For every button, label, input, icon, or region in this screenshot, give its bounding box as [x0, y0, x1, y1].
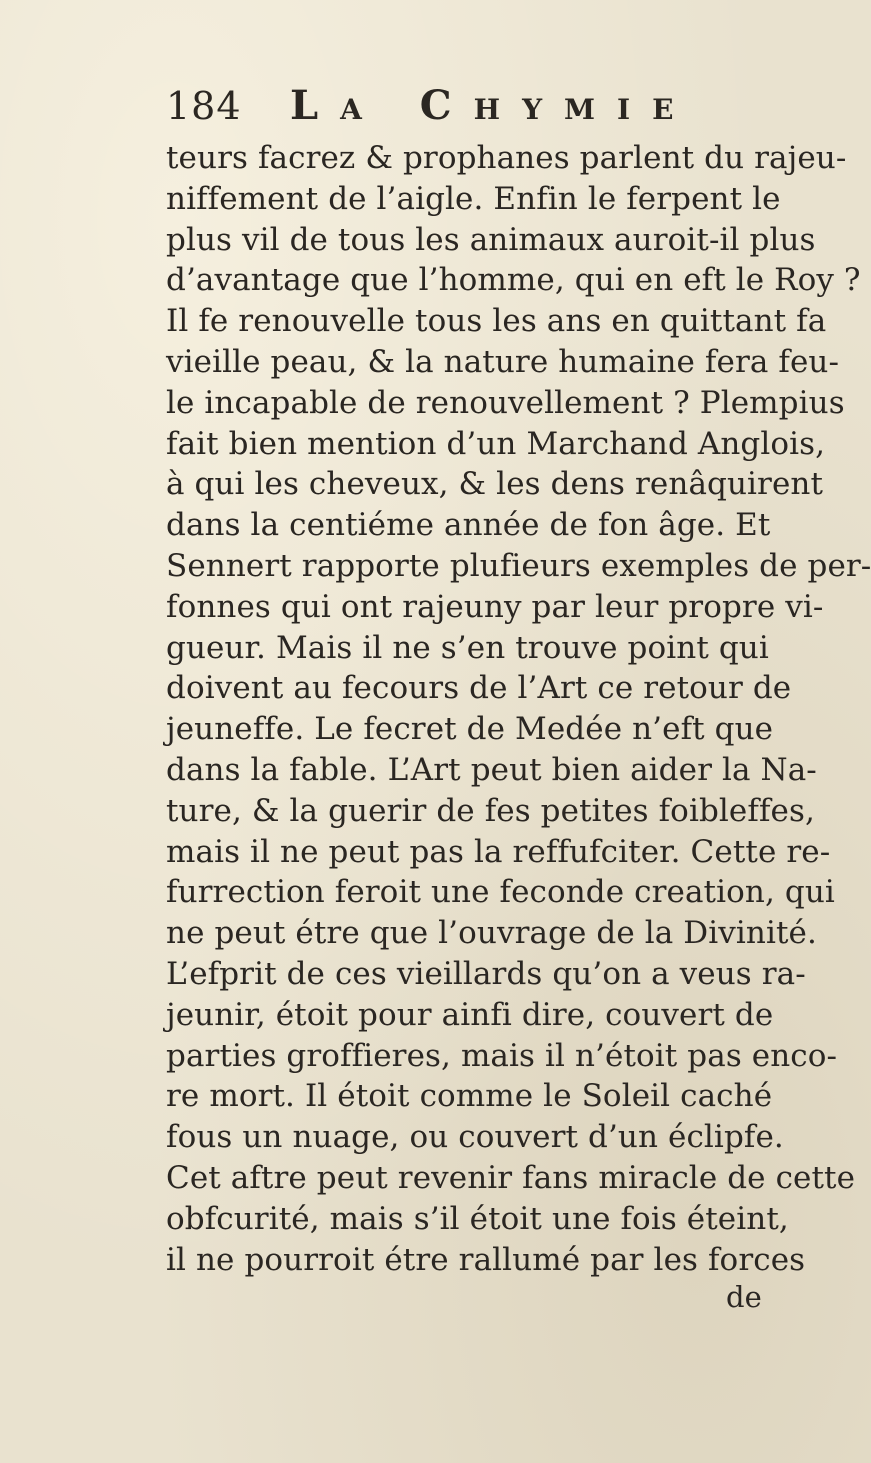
text-line: à qui les cheveux, & les dens renâquirent [166, 466, 824, 503]
text-line: Sennert rapporte plufieurs exemples de per- [166, 547, 871, 584]
text-line: Il fe renouvelle tous les ans en quittant fa [166, 303, 827, 340]
body-text [166, 138, 871, 1280]
text-line: parties groffieres, mais il n’étoit pas enco- [166, 1037, 838, 1074]
text-line: ne peut étre que l’ouvrage de la Divinité. [166, 915, 817, 952]
page-number: 184 [166, 84, 242, 128]
text-line: dans la fable. L’Art peut bien aider la Na- [166, 751, 817, 788]
text-line: fait bien mention d’un Marchand Anglois, [166, 425, 826, 462]
text-line: furrection feroit une feconde creation, qui [166, 874, 835, 911]
text-line: Cet aftre peut revenir fans miracle de cette [166, 1159, 856, 1196]
text-line: L’efprit de ces vieillards qu’on a veus ra- [166, 955, 806, 992]
text-line: teurs facrez & prophanes parlent du rajeu- [166, 140, 847, 176]
text-line: plus vil de tous les animaux auroit-il plus [166, 221, 816, 258]
text-line: vieille peau, & la nature humaine fera feu- [166, 343, 840, 380]
text-line: jeunir, étoit pour ainfi dire, couvert de [166, 996, 774, 1033]
text-line: dans la centiéme année de fon âge. Et [166, 507, 771, 544]
text-line: il ne pourroit étre rallumé par les forces [166, 1241, 806, 1278]
text-line: gueur. Mais il ne s’en trouve point qui [166, 629, 769, 666]
running-title: La Chymie [290, 82, 696, 129]
text-line: obfcurité, mais s’il étoit une fois éteint, [166, 1200, 789, 1237]
text-line: le incapable de renouvellement ? Plempius [166, 384, 845, 421]
text-line: fonnes qui ont rajeuny par leur propre vi- [166, 588, 824, 625]
text-line: ture, & la guerir de fes petites foibleffes, [166, 792, 815, 829]
page-header [166, 78, 706, 134]
text-line: doivent au fecours de l’Art ce retour de [166, 670, 792, 707]
text-line: re mort. Il étoit comme le Soleil caché [166, 1078, 773, 1115]
text-line: fous un nuage, ou couvert d’un éclipfe. [166, 1119, 784, 1156]
text-line: jeuneffe. Le fecret de Medée n’eft que [166, 711, 774, 748]
text-line: d’avantage que l’homme, qui en eft le Roy ? [166, 262, 861, 299]
catchword: de [726, 1280, 762, 1314]
text-line: niffement de l’aigle. Enfin le ferpent le [166, 180, 781, 217]
text-line: mais il ne peut pas la reffufciter. Cette re- [166, 833, 831, 870]
